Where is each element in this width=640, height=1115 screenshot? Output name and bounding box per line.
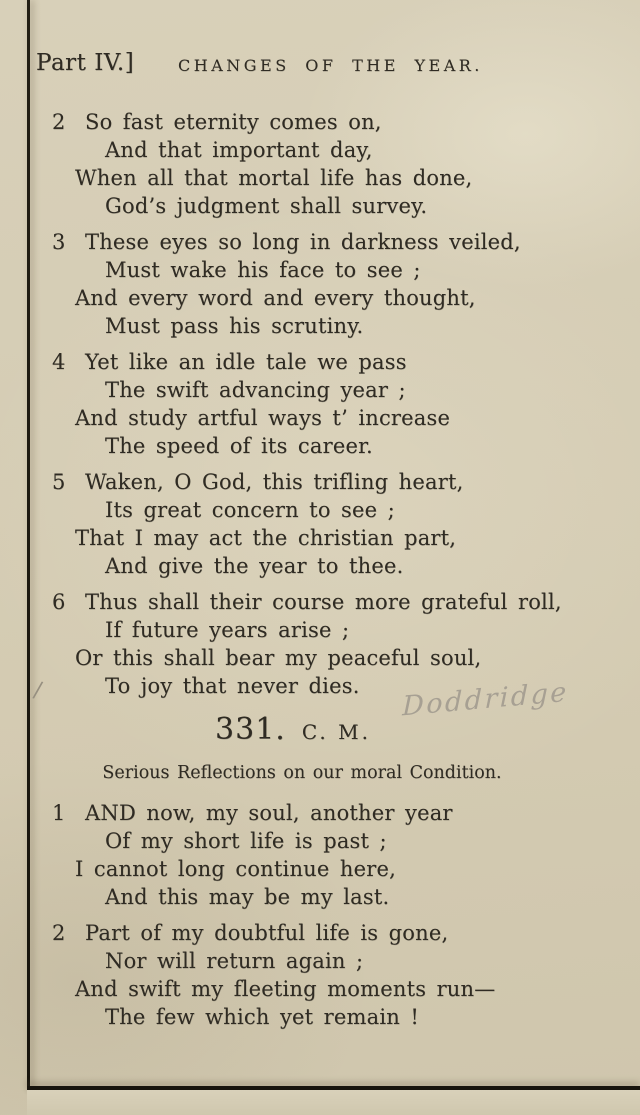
page-header <box>30 50 634 82</box>
verse-line: And swift my fleeting moments run— <box>75 977 496 1001</box>
page-content <box>30 0 634 1031</box>
verse-line: The swift advancing year ; <box>105 378 406 402</box>
verse <box>30 108 634 220</box>
verse <box>30 919 634 1031</box>
verse-line <box>30 799 634 827</box>
verse-line: Must wake his face to see ; <box>105 258 421 282</box>
verse-number: 3 <box>52 230 66 254</box>
verse-number: 2 <box>52 921 66 945</box>
verse-line: I cannot long continue here, <box>75 857 396 881</box>
page-edge-below <box>27 1090 640 1115</box>
verse-line-text: Part of my doubtful life is gone, <box>85 921 449 945</box>
verse-line <box>30 108 634 136</box>
verse-line-text: Thus shall their course more grateful roll, <box>85 590 562 614</box>
verse-line <box>30 919 634 947</box>
verse-line: Must pass his scrutiny. <box>105 314 364 338</box>
verse-line: And this may be my last. <box>105 885 390 909</box>
verse-line: Nor will return again ; <box>105 949 364 973</box>
verse-line: Or this shall bear my peaceful soul, <box>75 646 482 670</box>
verse-number: 5 <box>52 470 66 494</box>
verse-number: 1 <box>52 801 66 825</box>
verse-line: If future years arise ; <box>105 618 350 642</box>
verse-line: When all that mortal life has done, <box>75 166 473 190</box>
hymn-331-verses <box>30 799 634 1031</box>
verse-line: That I may act the christian part, <box>75 526 457 550</box>
hymn-continuation-verses <box>30 108 634 700</box>
verse-number: 6 <box>52 590 66 614</box>
verse-line <box>30 468 634 496</box>
hymn-meter: C. M. <box>301 720 371 744</box>
verse-line: And every word and every thought, <box>75 286 476 310</box>
verse-number: 4 <box>52 350 66 374</box>
part-label: Part IV.] <box>36 50 135 76</box>
verse-line <box>30 228 634 256</box>
verse-line: And give the year to thee. <box>105 554 404 578</box>
verse-line: And study artful ways t’ increase <box>75 406 451 430</box>
verse-line: God’s judgment shall survey. <box>105 194 428 218</box>
verse-line-text: So fast eternity comes on, <box>85 110 382 134</box>
verse-line-text: Yet like an idle tale we pass <box>85 350 407 374</box>
verse-line: And that important day, <box>105 138 373 162</box>
handwritten-annotation: Doddridge <box>402 676 570 723</box>
verse-line <box>30 348 634 376</box>
verse-line: The few which yet remain ! <box>105 1005 420 1029</box>
running-title: CHANGES OF THE YEAR. <box>178 56 483 75</box>
hymn-number: 331. <box>215 712 286 747</box>
verse-line-text: AND now, my soul, another year <box>85 801 453 825</box>
verse-line: Its great concern to see ; <box>105 498 395 522</box>
verse <box>30 228 634 340</box>
verse <box>30 799 634 911</box>
verse <box>30 348 634 460</box>
verse-line: Of my short life is past ; <box>105 829 387 853</box>
verse <box>30 468 634 580</box>
verse-line-text: Waken, O God, this trifling heart, <box>85 470 464 494</box>
verse-line: The speed of its career. <box>105 434 373 458</box>
verse-line: To joy that never dies. <box>105 674 360 698</box>
verse-number: 2 <box>52 110 66 134</box>
verse-line-text: These eyes so long in darkness veiled, <box>85 230 521 254</box>
pencil-mark: / <box>31 677 44 704</box>
hymn-number-heading <box>30 712 634 747</box>
verse-line <box>30 588 634 616</box>
hymn-subtitle: Serious Reflections on our moral Condition. <box>102 763 502 783</box>
